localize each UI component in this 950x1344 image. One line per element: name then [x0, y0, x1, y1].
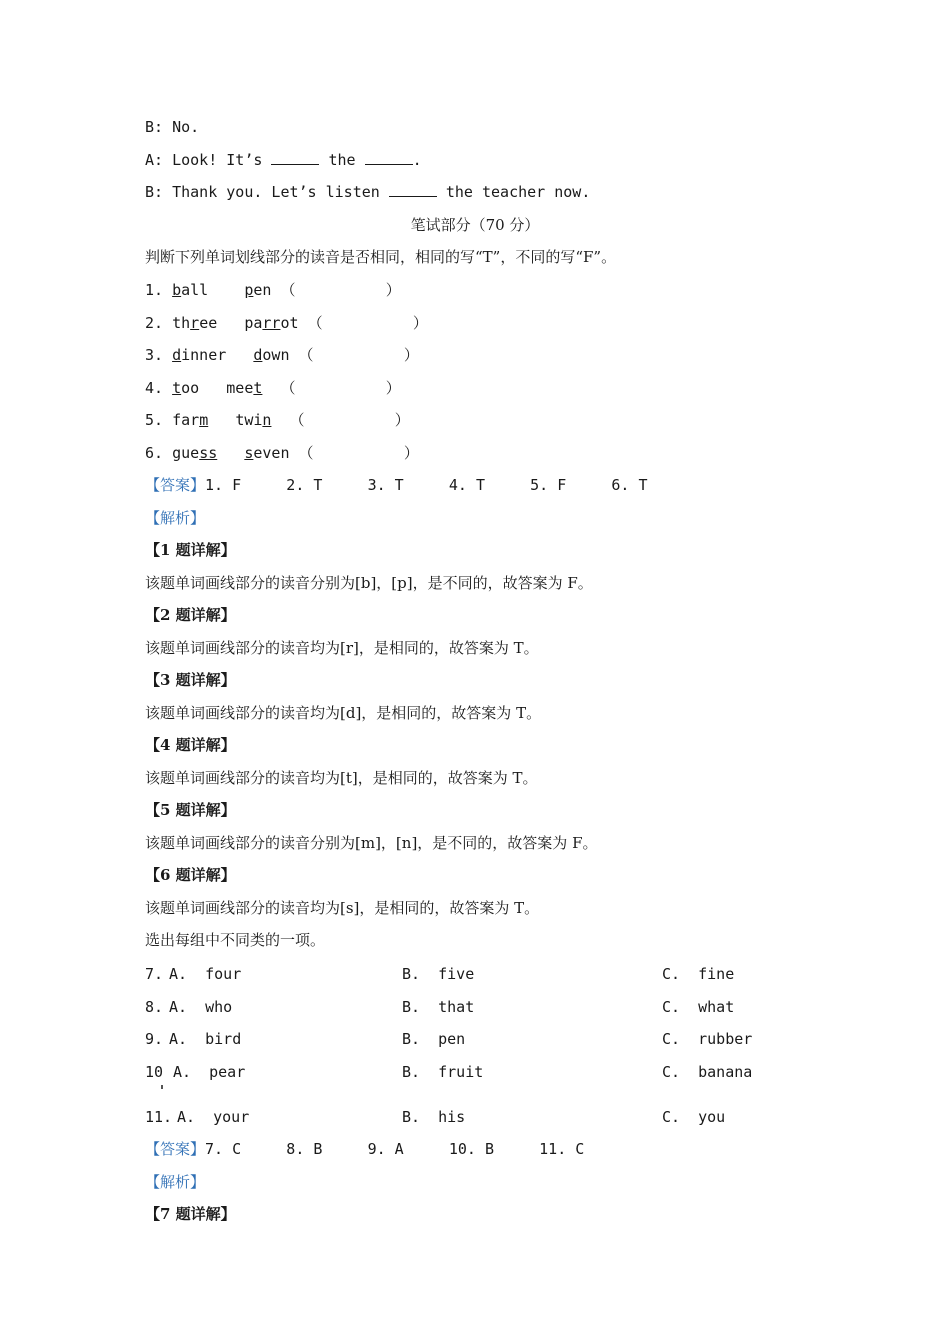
part2-answer — [145, 1139, 584, 1159]
pronunciation-item — [145, 280, 401, 300]
dialogue-text: the teacher now. — [436, 183, 591, 201]
part1-instruction: 判断下列单词划线部分的读音是否相同，相同的写“T”，不同的写“F”。 — [145, 248, 617, 266]
underlined-letters: ss — [199, 444, 218, 462]
answer-parentheses: （ ） — [298, 346, 419, 364]
word-part: mee — [226, 379, 254, 397]
part1-analysis-label: 【解析】 — [145, 509, 206, 527]
dialogue-text: the — [319, 151, 365, 169]
option-c: C. you — [662, 1108, 726, 1126]
answer-parentheses: （ ） — [307, 314, 428, 332]
option-b: B. five — [402, 965, 475, 983]
underlined-letters: d — [253, 346, 263, 364]
detail-heading: 【7 题详解】 — [145, 1205, 236, 1223]
pronunciation-item — [145, 443, 419, 463]
pronunciation-item — [145, 378, 401, 398]
answer-label: 【答案】 — [145, 1140, 206, 1158]
item-number: 1. — [145, 281, 164, 299]
detail-heading: 【4 题详解】 — [145, 736, 236, 754]
underlined-letters: t — [172, 379, 182, 397]
option-c: C. rubber — [662, 1030, 753, 1048]
word-part: th — [172, 314, 191, 332]
dialogue-text: A: Look! It’s — [145, 151, 272, 169]
option-b: B. pen — [402, 1030, 466, 1048]
word-part: oo — [181, 379, 200, 397]
dialogue-text: B: Thank you. Let’s listen — [145, 183, 389, 201]
dialogue-line-a — [145, 150, 422, 170]
answer-parentheses: （ ） — [298, 444, 419, 462]
underlined-letters: n — [262, 411, 272, 429]
answer-parentheses: （ ） — [280, 379, 401, 397]
detail-heading: 【1 题详解】 — [145, 541, 236, 559]
detail-heading: 【3 题详解】 — [145, 671, 236, 689]
pronunciation-item — [145, 313, 428, 333]
underlined-letters: t — [253, 379, 263, 397]
dialogue-text: . — [412, 151, 422, 169]
answer-text: 1. F 2. T 3. T 4. T 5. F 6. T — [205, 476, 648, 494]
underlined-letters: m — [199, 411, 209, 429]
underlined-letters: rr — [262, 314, 281, 332]
underlined-letters: d — [172, 346, 182, 364]
pronunciation-item — [145, 410, 410, 430]
underlined-letters: p — [244, 281, 254, 299]
detail-heading: 【2 题详解】 — [145, 606, 236, 624]
answer-label: 【答案】 — [145, 476, 206, 494]
detail-body: 该题单词画线部分的读音均为[t]，是相同的，故答案为 T。 — [145, 769, 538, 787]
word-part: all — [181, 281, 209, 299]
word-part: own — [262, 346, 290, 364]
answer-blank — [389, 182, 437, 197]
item-number: 4. — [145, 379, 164, 397]
answer-parentheses: （ ） — [289, 411, 410, 429]
option-c: C. what — [662, 998, 735, 1016]
option-a: A. pear — [173, 1063, 246, 1081]
dialogue-line-b2 — [145, 182, 590, 202]
answer-text: 7. C 8. B 9. A 10. B 11. C — [205, 1140, 585, 1158]
option-c: C. fine — [662, 965, 735, 983]
answer-parentheses: （ ） — [280, 281, 401, 299]
item-number: 6. — [145, 444, 164, 462]
detail-body: 该题单词画线部分的读音均为[d]，是相同的，故答案为 T。 — [145, 704, 542, 722]
detail-body: 该题单词画线部分的读音均为[r]，是相同的，故答案为 T。 — [145, 639, 539, 657]
word-part: en — [253, 281, 272, 299]
detail-body: 该题单词画线部分的读音分别为[m]，[n]，是不同的，故答案为 F。 — [145, 834, 598, 852]
option-b: B. his — [402, 1108, 466, 1126]
answer-blank — [271, 150, 319, 165]
part1-answer — [145, 475, 648, 495]
option-a: A. your — [177, 1108, 250, 1126]
detail-body: 该题单词画线部分的读音均为[s]，是相同的，故答案为 T。 — [145, 899, 540, 917]
item-number: 7. — [145, 965, 164, 983]
pronunciation-item — [145, 345, 419, 365]
word-part: even — [253, 444, 290, 462]
word-part: ee — [199, 314, 218, 332]
item-number: 5. — [145, 411, 164, 429]
detail-heading: 【6 题详解】 — [145, 866, 236, 884]
part2-instruction: 选出每组中不同类的一项。 — [145, 931, 326, 949]
item-number: 8. — [145, 998, 164, 1016]
word-part: twi — [235, 411, 263, 429]
item-number: 10 — [145, 1063, 164, 1081]
answer-blank — [365, 150, 413, 165]
word-part: gue — [172, 444, 200, 462]
option-a: A. who — [169, 998, 233, 1016]
word-part: pa — [244, 314, 263, 332]
option-a: A. bird — [169, 1030, 242, 1048]
detail-body: 该题单词画线部分的读音分别为[b]，[p]，是不同的，故答案为 F。 — [145, 574, 593, 592]
option-c: C. banana — [662, 1063, 753, 1081]
dialogue-line-b1: B: No. — [145, 118, 200, 136]
stray-mark — [161, 1085, 163, 1089]
underlined-letters: r — [190, 314, 200, 332]
option-b: B. that — [402, 998, 475, 1016]
underlined-letters: b — [172, 281, 182, 299]
part2-analysis-label: 【解析】 — [145, 1173, 206, 1191]
word-part: far — [172, 411, 200, 429]
detail-heading: 【5 题详解】 — [145, 801, 236, 819]
item-number: 11. — [145, 1108, 173, 1126]
option-b: B. fruit — [402, 1063, 484, 1081]
word-part: inner — [181, 346, 227, 364]
item-number: 9. — [145, 1030, 164, 1048]
word-part: ot — [280, 314, 299, 332]
underlined-letters: s — [244, 444, 254, 462]
item-number: 3. — [145, 346, 164, 364]
section-title: 笔试部分（70 分） — [410, 216, 540, 234]
option-a: A. four — [169, 965, 242, 983]
item-number: 2. — [145, 314, 164, 332]
